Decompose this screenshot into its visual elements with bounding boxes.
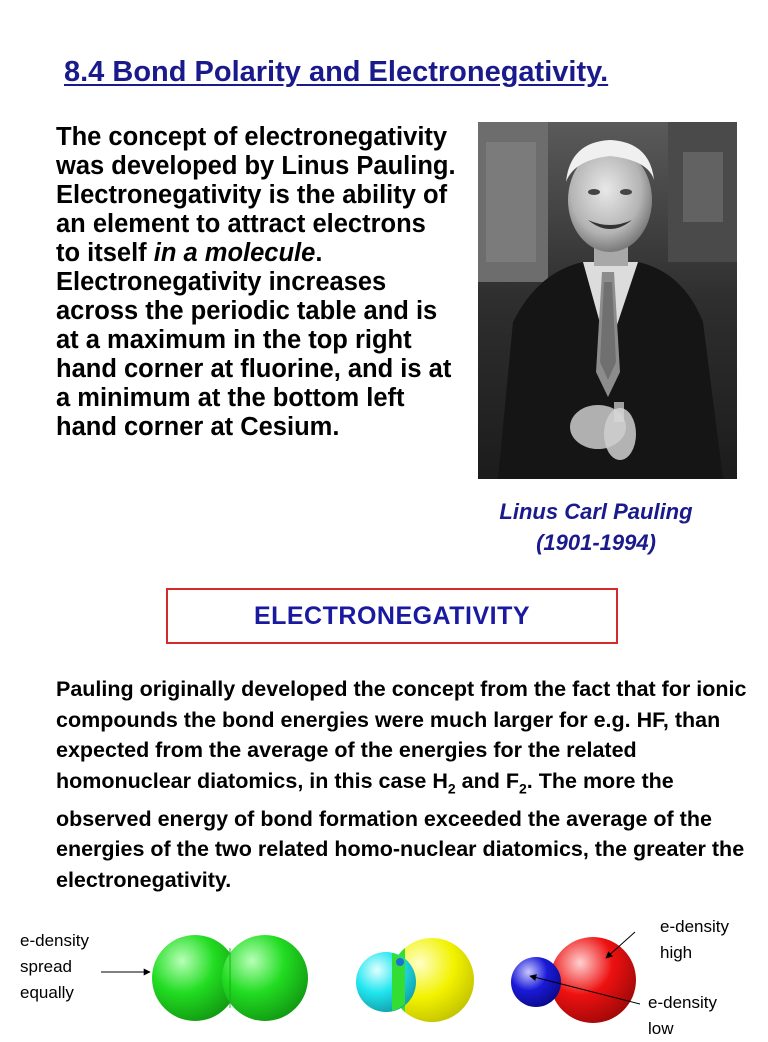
body-part1: Pauling originally developed the concept from the fact that for ionic compounds the bond energies were much larger for e.g. HF, than expected from the average of the energies for the related homonuclear diatomics, in this case H <box>56 677 747 793</box>
label-left-line2: spread <box>20 957 72 976</box>
label-density-high <box>660 914 729 966</box>
caption-years: (1901-1994) <box>536 530 656 555</box>
label-right-top-line1: e-density <box>660 917 729 936</box>
label-density-low <box>648 990 717 1042</box>
intro-emphasis: in a molecule <box>153 239 316 267</box>
caption-name: Linus Carl Pauling <box>499 499 693 524</box>
pauling-portrait <box>478 122 737 479</box>
boxed-heading: ELECTRONEGATIVITY <box>166 588 618 644</box>
label-right-bottom-line2: low <box>648 1019 674 1038</box>
intro-prefix: The concept of electronegativity was developed by Linus Pauling. Electronegativity is the ability of an element to attract electrons to itself <box>56 123 456 267</box>
photo-caption <box>466 496 726 558</box>
label-spread-equally <box>20 928 89 1006</box>
label-left-line1: e-density <box>20 931 89 950</box>
body-and: and F <box>455 768 519 793</box>
polar-molecule-yellow-cyan <box>356 938 474 1022</box>
page-title: 8.4 Bond Polarity and Electronegativity. <box>64 56 609 88</box>
homonuclear-molecule <box>152 935 308 1021</box>
intro-suffix: . Electronegativity increases across the periodic table and is at a maximum in the top right hand corner at fluorine, and is at a minimum at the bottom left hand corner at Cesium. <box>56 239 452 441</box>
label-right-bottom-line1: e-density <box>648 993 717 1012</box>
f2-subscript: 2 <box>519 780 527 797</box>
h2-subscript: 2 <box>447 780 456 797</box>
label-right-top-line2: high <box>660 943 693 962</box>
body-part2: . The more the observed energy of bond formation exceeded the average of the energies of the two related homo-nuclear diatomics, the greater the electronegativity. <box>56 768 745 892</box>
body-paragraph <box>56 674 756 895</box>
pauling-portrait-illustration <box>478 122 737 479</box>
label-left-line3: equally <box>20 983 74 1002</box>
polar-molecule-red-blue <box>511 937 636 1023</box>
intro-paragraph <box>56 123 456 442</box>
